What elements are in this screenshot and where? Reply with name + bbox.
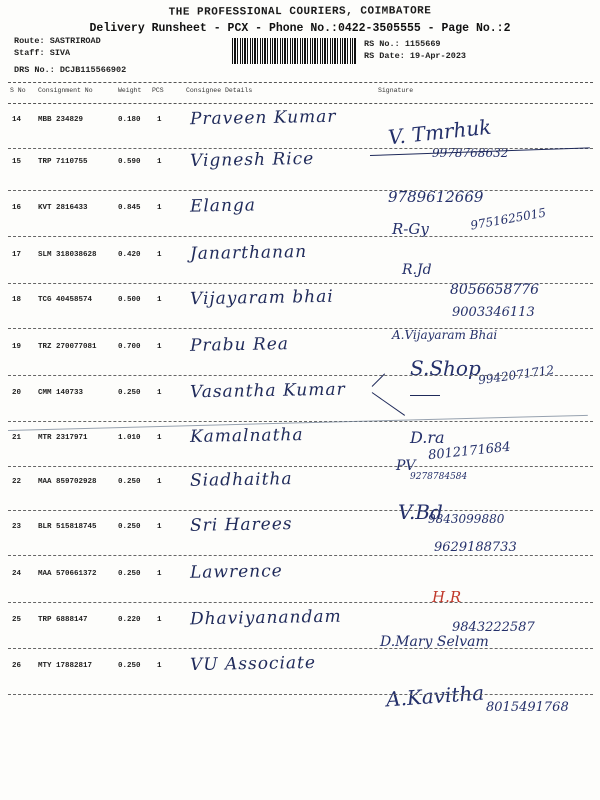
row-pcs: 1 [157, 434, 162, 442]
row-consignee-handwritten: Vasantha Kumar [189, 379, 346, 403]
row-pcs: 1 [157, 116, 162, 124]
staff-line: Staff: SIVA [14, 48, 71, 58]
row-signature: V.Bd [398, 500, 443, 524]
document-subtitle: Delivery Runsheet - PCX - Phone No.:0422-3505555 - Page No.:2 [89, 22, 511, 35]
row-divider [8, 510, 593, 511]
row-signature: V. Tmrhuk [387, 114, 493, 150]
row-divider [8, 694, 593, 695]
row-divider [8, 190, 593, 191]
header-divider-bottom [8, 103, 593, 104]
row-signature-phone: 8012171684 [427, 439, 512, 464]
row-consignee-handwritten: Janarthanan [189, 241, 308, 265]
row-signature-phone: 8056658776 [450, 282, 540, 298]
row-signature: A.Vijayaram Bhai [392, 328, 498, 342]
row-signature: R.Jd [402, 262, 432, 278]
row-sno: 21 [12, 434, 22, 442]
row-weight: 0.590 [118, 158, 141, 166]
row-signature: A.Kavitha [385, 680, 485, 712]
row-signature: H.R [432, 588, 462, 606]
row-signature-phone: 9789612669 [388, 188, 484, 206]
row-divider [8, 648, 593, 649]
header-divider-top [8, 82, 593, 83]
col-header-signature: Signature [378, 87, 414, 94]
row-weight: 0.420 [118, 251, 141, 259]
barcode-image [232, 38, 356, 64]
row-sno: 19 [12, 343, 22, 351]
row-consignee-handwritten: Prabu Rea [189, 334, 290, 356]
col-header-consignment: Consignment No [38, 87, 93, 94]
row-signature-phone: 8015491768 [486, 700, 569, 715]
rs-date-value: 19-Apr-2023 [409, 51, 467, 61]
row-signature: PV [396, 458, 416, 474]
row-weight: 0.250 [118, 478, 141, 486]
row-pcs: 1 [157, 296, 162, 304]
row-sno: 14 [12, 116, 22, 124]
row-weight: 0.845 [118, 204, 141, 212]
ink-stroke [372, 392, 405, 416]
row-signature-phone: 9278784584 [410, 472, 468, 482]
row-pcs: 1 [157, 570, 162, 578]
row-consignment-no: TRP 6888147 [38, 616, 88, 624]
row-consignment-no: TRZ 270077081 [38, 343, 97, 351]
row-pcs: 1 [157, 251, 162, 259]
row-divider [8, 466, 593, 467]
row-consignee-handwritten: Siadhaitha [189, 469, 293, 491]
runsheet-meta-left [14, 35, 126, 76]
row-weight: 0.180 [118, 116, 141, 124]
row-consignee-handwritten: Vijayaram bhai [189, 286, 334, 310]
route-value: SASTRIROAD [49, 36, 101, 46]
row-weight: 0.220 [118, 616, 141, 624]
col-header-weight: Weight [118, 87, 142, 94]
row-signature-phone: 9843222587 [452, 620, 535, 635]
row-pcs: 1 [157, 343, 162, 351]
row-sno: 22 [12, 478, 22, 486]
row-signature: S.Shop [410, 356, 481, 380]
row-weight: 0.250 [118, 389, 141, 397]
row-consignment-no: MAA 570661372 [38, 570, 97, 578]
row-pcs: 1 [157, 616, 162, 624]
row-consignment-no: TRP 7110755 [38, 158, 88, 166]
row-pcs: 1 [157, 158, 162, 166]
row-consignment-no: CMM 140733 [38, 389, 84, 397]
row-consignment-no: MBB 234829 [38, 116, 84, 124]
row-signature-phone-2: 9751625015 [469, 205, 547, 233]
row-weight: 0.700 [118, 343, 141, 351]
row-signature: R-Gy [392, 220, 429, 238]
col-header-sno: S No [10, 87, 26, 94]
row-divider [8, 236, 593, 237]
ink-stroke [410, 395, 440, 396]
row-sno: 17 [12, 251, 22, 259]
row-signature-phone: 9978768632 [432, 146, 509, 160]
row-signature: D.Mary Selvam [380, 634, 489, 650]
row-sno: 23 [12, 523, 22, 531]
row-divider [8, 602, 593, 603]
row-consignee-handwritten: VU Associate [189, 652, 317, 676]
row-signature-phone-2: 9629188733 [434, 540, 517, 555]
row-consignment-no: KVT 2816433 [38, 204, 88, 212]
row-sno: 26 [12, 662, 22, 670]
row-consignee-handwritten: Praveen Kumar [189, 106, 337, 130]
row-pcs: 1 [157, 523, 162, 531]
row-sno: 24 [12, 570, 22, 578]
drs-line: DRS No.: DCJB115566902 [14, 65, 127, 75]
row-divider [8, 375, 593, 376]
row-consignment-no: BLR 515818745 [38, 523, 97, 531]
row-divider [8, 328, 593, 329]
row-weight: 0.250 [118, 523, 141, 531]
col-header-pcs: PCS [152, 87, 164, 94]
document-title: THE PROFESSIONAL COURIERS, COIMBATORE [168, 5, 432, 19]
row-sno: 16 [12, 204, 22, 212]
row-signature-phone-2: 9003346113 [452, 305, 535, 320]
staff-value: SIVA [49, 48, 71, 58]
row-consignee-handwritten: Kamalnatha [189, 425, 304, 447]
row-pcs: 1 [157, 662, 162, 670]
row-weight: 0.500 [118, 296, 141, 304]
row-consignee-handwritten: Sri Harees [189, 514, 293, 536]
row-pcs: 1 [157, 389, 162, 397]
row-signature-phone: 9942071712 [477, 362, 555, 388]
rs-no-value: 1155669 [404, 39, 441, 49]
row-consignee-handwritten: Elanga [189, 195, 257, 217]
row-weight: 1.010 [118, 434, 141, 442]
row-consignment-no: TCG 40458574 [38, 296, 93, 304]
col-header-consignee: Consignee Details [186, 87, 253, 94]
row-pcs: 1 [157, 204, 162, 212]
row-consignment-no: MAA 859702928 [38, 478, 97, 486]
row-consignee-handwritten: Lawrence [189, 561, 283, 583]
row-weight: 0.250 [118, 570, 141, 578]
row-consignee-handwritten: Vignesh Rice [189, 148, 315, 172]
drs-value: DCJB115566902 [59, 65, 127, 75]
row-signature: D.ra [410, 428, 445, 447]
row-divider [8, 555, 593, 556]
row-signature-phone: 9843099880 [428, 512, 505, 526]
row-sno: 25 [12, 616, 22, 624]
row-consignment-no: SLM 318038628 [38, 251, 97, 259]
route-line: Route: SASTRIROAD [14, 36, 101, 46]
row-weight: 0.250 [118, 662, 141, 670]
rs-no-line: RS No.: 1155669 [364, 39, 441, 49]
row-consignment-no: MTR 2317971 [38, 434, 88, 442]
rs-date-line: RS Date: 19-Apr-2023 [364, 51, 467, 61]
row-consignment-no: MTY 17882817 [38, 662, 93, 670]
row-sno: 15 [12, 158, 22, 166]
row-pcs: 1 [157, 478, 162, 486]
row-sno: 20 [12, 389, 22, 397]
row-sno: 18 [12, 296, 22, 304]
runsheet-meta-right [364, 38, 466, 62]
row-consignee-handwritten: Dhaviyanandam [189, 606, 342, 630]
